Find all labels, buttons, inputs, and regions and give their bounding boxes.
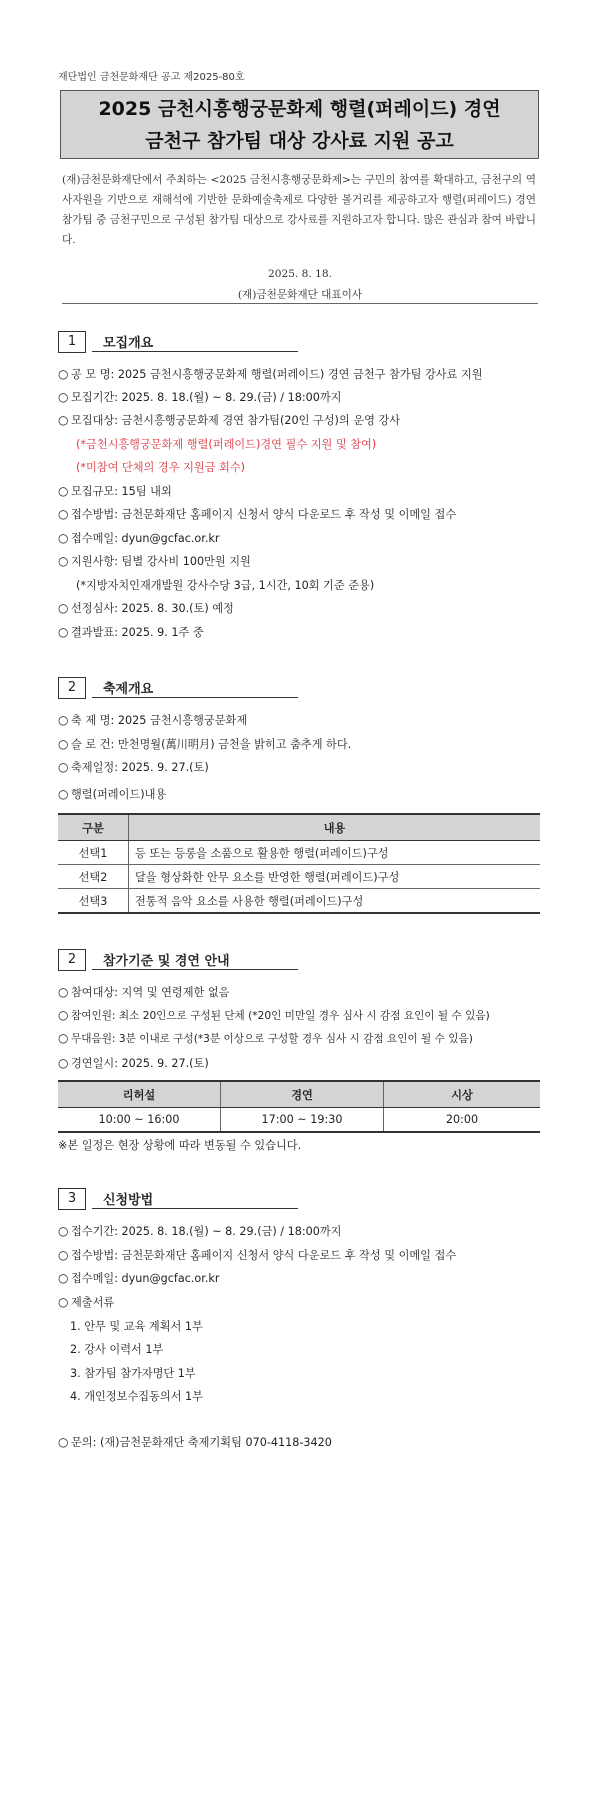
list-item: ○ 슬 로 건: 만천명월(萬川明月) 금천을 밝히고 춤추게 하다. (58, 737, 352, 751)
issuer: (재)금천문화재단 대표이사 (237, 289, 363, 301)
title-line-1: 2025 금천시흥행궁문화제 행렬(퍼레이드) 경연 (98, 98, 501, 120)
circle-bullet-icon: ○ (58, 713, 69, 727)
section-title: 신청방법 (103, 1193, 154, 1208)
circle-bullet-icon: ○ (58, 367, 69, 381)
table-cell: 달을 형상화한 안무 요소를 반영한 행렬(퍼레이드)구성 (129, 865, 541, 889)
list-item: ○ 지원사항: 팀별 강사비 100만원 지원 (58, 554, 251, 568)
circle-bullet-icon: ○ (58, 1056, 69, 1070)
table-cell: 10:00 ~ 16:00 (58, 1108, 221, 1133)
section-underline (92, 1208, 298, 1209)
circle-bullet-icon: ○ (58, 760, 69, 774)
list-item: ○ 공 모 명: 2025 금천시흥행궁문화제 행렬(퍼레이드) 경연 금천구 참가팀 강사료 지원 (58, 367, 483, 381)
section-number: 3 (58, 1188, 86, 1210)
table-header-row (58, 814, 540, 841)
list-item: ○ 접수방법: 금천문화재단 홈페이지 신청서 양식 다운로드 후 작성 및 이메일 접수 (58, 507, 457, 521)
circle-bullet-icon: ○ (58, 737, 69, 751)
circle-bullet-icon: ○ (58, 1008, 69, 1022)
section-number: 1 (58, 331, 86, 353)
section-title: 축제개요 (103, 682, 154, 697)
document-item: 1. 안무 및 교육 계획서 1부 (70, 1320, 203, 1333)
table-cell: 17:00 ~ 19:30 (221, 1108, 384, 1133)
section-header-application (58, 1188, 298, 1210)
column-header: 구분 (58, 814, 129, 841)
list-item: ○ 접수메일: dyun@gcfac.or.kr (58, 1271, 220, 1285)
section-header-recruitment (58, 331, 298, 353)
column-header: 경연 (221, 1081, 384, 1108)
table-cell: 등 또는 등롱을 소품으로 활용한 행렬(퍼레이드)구성 (129, 841, 541, 865)
section-underline (92, 351, 298, 352)
section-title: 참가기준 및 경연 안내 (103, 954, 230, 969)
section-number: 2 (58, 949, 86, 971)
document-item: 3. 참가팀 참가자명단 1부 (70, 1367, 196, 1380)
schedule-footnote: ※본 일정은 현장 상황에 따라 변동될 수 있습니다. (58, 1139, 302, 1152)
intro-paragraph: (재)금천문화재단에서 주최하는 <2025 금천시흥행궁문화제>는 구민의 참여를 확대하고, 금천구의 역사자원을 기반으로 재해석에 기반한 문화예술축제로 다양한 볼거리를 제공하고자 행렬(퍼레이드) 경연 참가팀 중 금천구민으로 구성된 참가팀 대상으로 강사료를 지원하고자 합니다. 많은 관심과 참여 바랍니다. (62, 174, 536, 246)
list-item: ○ 접수방법: 금천문화재단 홈페이지 신청서 양식 다운로드 후 작성 및 이메일 접수 (58, 1248, 457, 1262)
table-row (58, 865, 540, 889)
list-item: ○ 모집기간: 2025. 8. 18.(월) ~ 8. 29.(금) / 18:00까지 (58, 390, 342, 404)
signature-rule (62, 303, 538, 304)
list-item: ○ 접수메일: dyun@gcfac.or.kr (58, 531, 220, 545)
section-number: 2 (58, 677, 86, 699)
list-item: ○ 축제일정: 2025. 9. 27.(토) (58, 760, 209, 774)
refund-note: (*미참여 단체의 경우 지원금 회수) (76, 461, 246, 474)
document-item: 2. 강사 이력서 1부 (70, 1343, 164, 1356)
circle-bullet-icon: ○ (58, 625, 69, 639)
column-header: 리허설 (58, 1081, 221, 1108)
required-note: (*금천시흥행궁문화제 행렬(퍼레이드)경연 필수 지원 및 참여) (76, 438, 377, 451)
circle-bullet-icon: ○ (58, 1248, 69, 1262)
title-line-2: 금천구 참가팀 대상 강사료 지원 공고 (145, 130, 454, 152)
circle-bullet-icon: ○ (58, 1295, 69, 1309)
table-header-row (58, 1081, 540, 1108)
notice-date: 2025. 8. 18. (267, 268, 333, 280)
table-row (58, 889, 540, 914)
contact-line: ○ 문의: (재)금천문화재단 축제기획팀 070-4118-3420 (58, 1435, 332, 1449)
document-item: 4. 개인정보수집동의서 1부 (70, 1390, 203, 1403)
table-cell: 선택2 (58, 865, 129, 889)
schedule-table (58, 1080, 540, 1133)
support-note: (*지방자치인재개발원 강사수당 3급, 1시간, 10회 기준 준용) (76, 579, 375, 592)
section-header-participation (58, 949, 298, 971)
list-item: ○ 행렬(퍼레이드)내용 (58, 787, 167, 801)
circle-bullet-icon: ○ (58, 1271, 69, 1285)
list-item: ○ 무대음원: 3분 이내로 구성(*3분 이상으로 구성할 경우 심사 시 감점 요인이 될 수 있음) (58, 1031, 473, 1045)
circle-bullet-icon: ○ (58, 985, 69, 999)
circle-bullet-icon: ○ (58, 1031, 69, 1045)
table-row (58, 1108, 540, 1133)
table-cell: 선택1 (58, 841, 129, 865)
list-item: ○ 선정심사: 2025. 8. 30.(토) 예정 (58, 601, 234, 615)
circle-bullet-icon: ○ (58, 390, 69, 404)
column-header: 시상 (384, 1081, 541, 1108)
circle-bullet-icon: ○ (58, 554, 69, 568)
list-item: ○ 모집대상: 금천시흥행궁문화제 경연 참가팀(20인 구성)의 운영 강사 (58, 413, 401, 427)
circle-bullet-icon: ○ (58, 413, 69, 427)
section-title: 모집개요 (103, 336, 154, 351)
column-header: 내용 (129, 814, 541, 841)
circle-bullet-icon: ○ (58, 531, 69, 545)
list-item: ○ 참여인원: 최소 20인으로 구성된 단체 (*20인 미만일 경우 심사 시 감점 요인이 될 수 있음) (58, 1008, 490, 1022)
circle-bullet-icon: ○ (58, 1435, 69, 1449)
notice-number: 재단법인 금천문화재단 공고 제2025-80호 (58, 72, 245, 83)
list-item: ○ 접수기간: 2025. 8. 18.(월) ~ 8. 29.(금) / 18:00까지 (58, 1224, 342, 1238)
circle-bullet-icon: ○ (58, 484, 69, 498)
table-cell: 20:00 (384, 1108, 541, 1133)
section-header-festival (58, 677, 298, 699)
list-item: ○ 제출서류 (58, 1295, 115, 1309)
circle-bullet-icon: ○ (58, 1224, 69, 1238)
section-underline (92, 697, 298, 698)
section-underline (92, 969, 298, 970)
circle-bullet-icon: ○ (58, 601, 69, 615)
list-item: ○ 모집규모: 15팀 내외 (58, 484, 172, 498)
list-item: ○ 축 제 명: 2025 금천시흥행궁문화제 (58, 713, 248, 727)
table-row (58, 841, 540, 865)
table-cell: 전통적 음악 요소를 사용한 행렬(퍼레이드)구성 (129, 889, 541, 914)
list-item: ○ 경연일시: 2025. 9. 27.(토) (58, 1056, 209, 1070)
table-cell: 선택3 (58, 889, 129, 914)
list-item: ○ 결과발표: 2025. 9. 1주 중 (58, 625, 204, 639)
circle-bullet-icon: ○ (58, 787, 69, 801)
list-item: ○ 참여대상: 지역 및 연령제한 없음 (58, 985, 230, 999)
circle-bullet-icon: ○ (58, 507, 69, 521)
parade-content-table (58, 813, 540, 914)
title-box (60, 90, 539, 159)
